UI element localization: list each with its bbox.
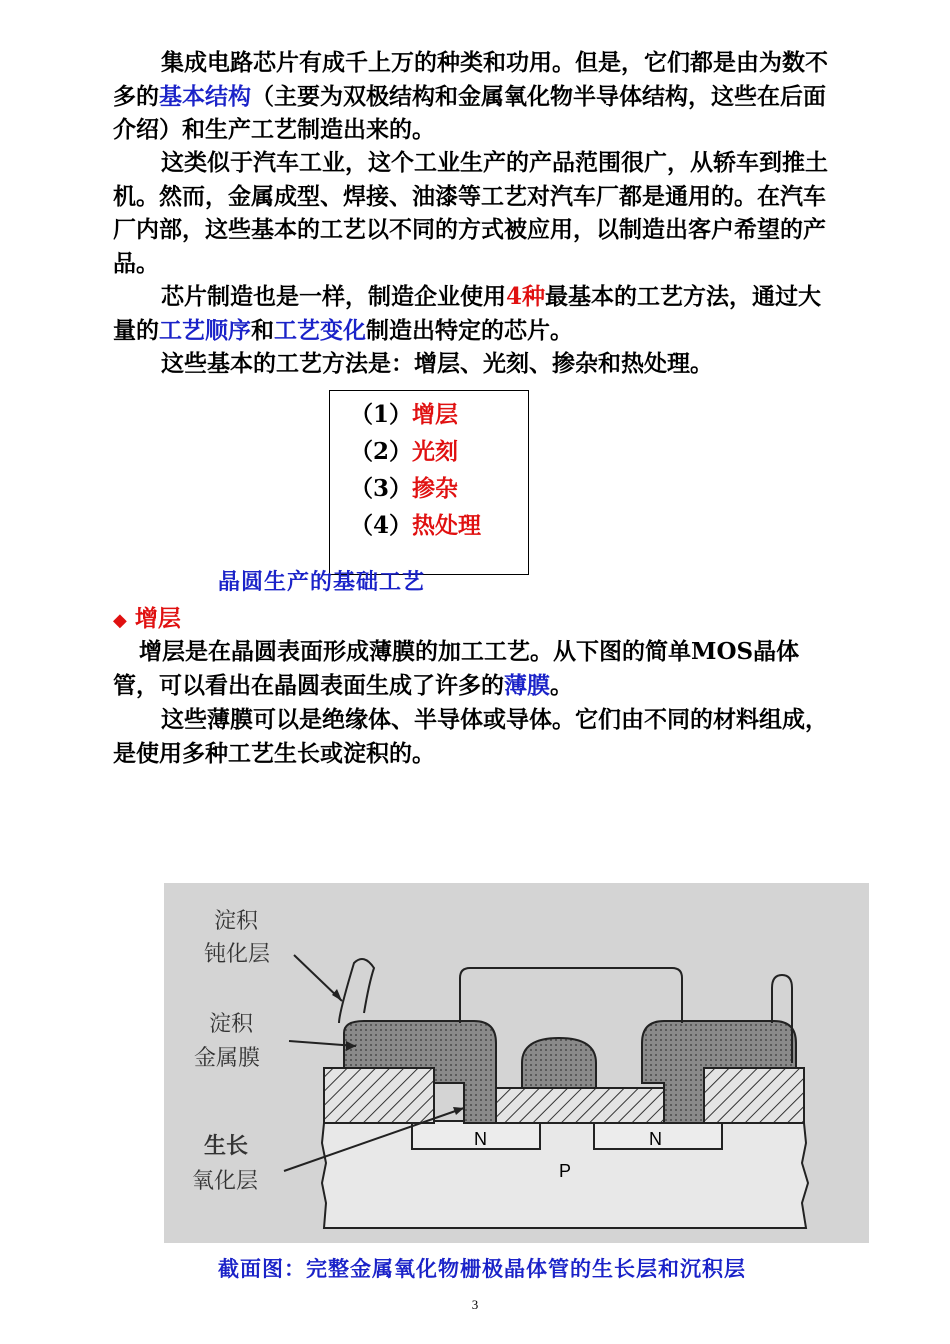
label-passivation-line1: 淀积 xyxy=(214,909,259,934)
p3-highlight-variation: 工艺变化 xyxy=(274,316,366,344)
polysilicon-gate xyxy=(522,1038,596,1088)
p1-text-a: 集成电路芯片有成千上万的种类和功用。但是，它们都是由为数不多的 xyxy=(113,49,828,110)
p5-text-a: 增层是在晶圆表面形成薄膜的加工工艺。从下图的简单MOS晶体管，可以看出在晶圆表面生成了许多的 xyxy=(113,638,800,699)
p3-text-e: 和 xyxy=(251,316,274,344)
process-item-1: （1）增层 xyxy=(350,401,459,428)
label-metal-line2: 金属膜 xyxy=(194,1046,261,1071)
p2-text: 这类似于汽车工业，这个工业生产的产品范围很广，从轿车到推土机。然而，金属成型、焊接、油漆等工艺对汽车厂都是通用的。在汽车厂内部，这些基本的工艺以不同的方式被应用，以制造出客户希望的产品。 xyxy=(113,149,828,277)
p6-text: 这些薄膜可以是绝缘体、半导体或导体。它们由不同的材料组成，是使用多种工艺生长或淀积的。 xyxy=(113,706,828,767)
caption-cross-section: 截面图：完整金属氧化物栅极晶体管的生长层和沉积层 xyxy=(218,1256,746,1281)
p-label: P xyxy=(559,1161,572,1181)
mos-cross-section-figure xyxy=(164,883,869,1243)
n-label-right: N xyxy=(649,1129,662,1149)
diamond-bullet-icon: ◆ xyxy=(113,610,127,631)
paragraph-3 xyxy=(113,280,841,347)
p3-text-g: 制造出特定的芯片。 xyxy=(366,316,573,344)
paragraph-2 xyxy=(113,146,841,280)
paragraph-6 xyxy=(113,703,841,770)
p3-highlight-count: 4种 xyxy=(506,283,546,310)
label-oxide-line2: 氧化层 xyxy=(192,1169,259,1194)
paragraph-4 xyxy=(113,347,841,381)
field-oxide-right xyxy=(704,1068,804,1123)
p5-text-c: 。 xyxy=(550,671,573,699)
p4-text: 这些基本的工艺方法是：增层、光刻、掺杂和热处理。 xyxy=(161,350,713,377)
p3-highlight-sequence: 工艺顺序 xyxy=(159,316,251,344)
process-list-box xyxy=(329,390,529,575)
paragraph-5 xyxy=(113,635,841,702)
p3-text-c: 最基本的工艺方法，通过大量的 xyxy=(113,283,822,344)
process-item-4: （4）热处理 xyxy=(350,512,482,539)
label-passivation-line2: 钝化层 xyxy=(204,942,271,967)
label-oxide-line1: 生长 xyxy=(204,1134,249,1159)
process-item-3: （3）掺杂 xyxy=(350,475,459,502)
caption-basic-processes: 晶圆生产的基础工艺 xyxy=(218,569,426,595)
p5-highlight: 薄膜 xyxy=(504,671,550,699)
page-number: 3 xyxy=(471,1297,479,1312)
label-metal-line1: 淀积 xyxy=(209,1012,254,1037)
section-heading xyxy=(113,600,181,633)
section-title: 增层 xyxy=(134,605,181,632)
p1-highlight: 基本结构 xyxy=(159,82,251,110)
paragraph-1 xyxy=(113,46,841,147)
n-label-left: N xyxy=(474,1129,487,1149)
p3-text-a: 芯片制造也是一样，制造企业使用 xyxy=(161,283,506,310)
process-item-2: （2）光刻 xyxy=(350,438,459,465)
field-oxide-left xyxy=(324,1068,434,1123)
p1-text-c: （主要为双极结构和金属氧化物半导体结构，这些在后面介绍）和生产工艺制造出来的。 xyxy=(113,82,826,143)
